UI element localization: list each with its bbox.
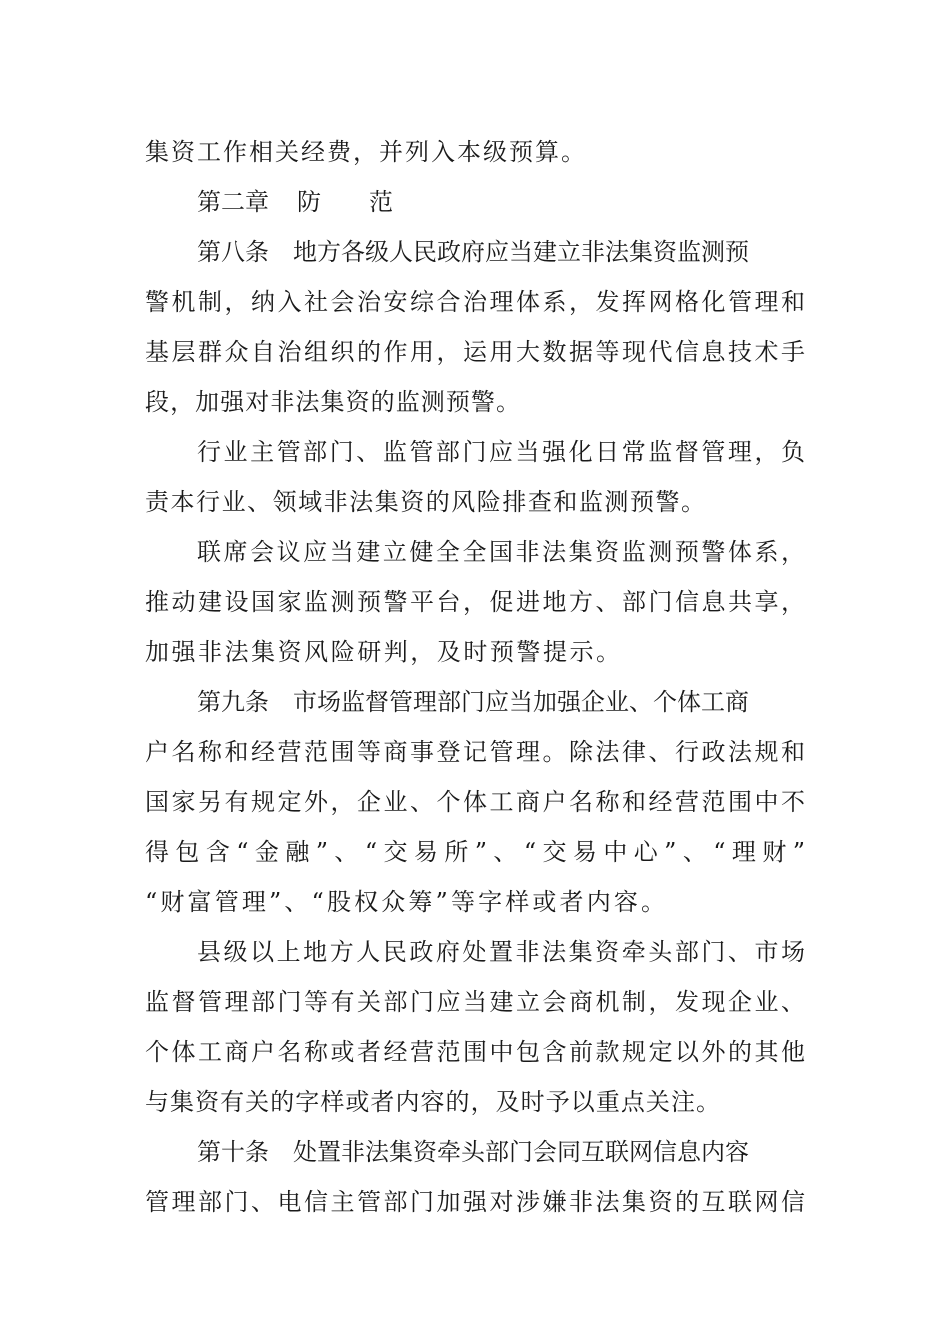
article-heading-line [197,1132,805,1172]
paragraph-line: 与集资有关的字样或者内容的，及时予以重点关注。 [145,1088,720,1116]
paragraph-line: 户名称和经营范围等商事登记管理。除法律、行政法规和 [145,738,805,766]
article-text: 处置非法集资牵头部门会同互联网信息内容 [293,1138,749,1166]
article-number: 第九条 [197,688,269,716]
article-heading-line [197,682,805,722]
paragraph-line: 行业主管部门、监管部门应当强化日常监督管理，负 [197,438,805,466]
article-number: 第八条 [197,238,269,266]
paragraph-line: 加强非法集资风险研判，及时预警提示。 [145,638,620,666]
paragraph-line: 监督管理部门等有关部门应当建立会商机制，发现企业、 [145,988,805,1016]
paragraph-line: 管理部门、电信主管部门加强对涉嫌非法集资的互联网信 [145,1188,805,1216]
paragraph-line: 段，加强对非法集资的监测预警。 [145,388,520,416]
chapter-heading [197,182,805,222]
paragraph-line: 警机制，纳入社会治安综合治理体系，发挥网格化管理和 [145,288,805,316]
paragraph-line: 责本行业、领域非法集资的风险排查和监测预警。 [145,488,705,516]
paragraph-line: 县级以上地方人民政府处置非法集资牵头部门、市场 [197,938,805,966]
chapter-title-part1: 防 [297,188,321,216]
paragraph-line: 联席会议应当建立健全全国非法集资监测预警体系， [197,538,805,566]
article-text: 地方各级人民政府应当建立非法集资监测预 [293,238,749,266]
paragraph-line: 国家另有规定外，企业、个体工商户名称和经营范围中不 [145,788,805,816]
article-heading-line [197,232,805,272]
paragraph-line: 基层群众自治组织的作用，运用大数据等现代信息技术手 [145,338,805,366]
article-number: 第十条 [197,1138,269,1166]
chapter-label: 第二章 [197,188,269,216]
paragraph-line: “财富管理”、“股权众筹”等字样或者内容。 [145,888,665,916]
chapter-title-part2: 范 [369,188,393,216]
paragraph-line: 得包含“金融”、“交易所”、“交易中心”、“理财” [145,838,805,866]
paragraph-line: 集资工作相关经费，并列入本级预算。 [145,138,585,166]
paragraph-line: 推动建设国家监测预警平台，促进地方、部门信息共享， [145,588,805,616]
article-text: 市场监督管理部门应当加强企业、个体工商 [293,688,749,716]
paragraph-line: 个体工商户名称或者经营范围中包含前款规定以外的其他 [145,1038,805,1066]
